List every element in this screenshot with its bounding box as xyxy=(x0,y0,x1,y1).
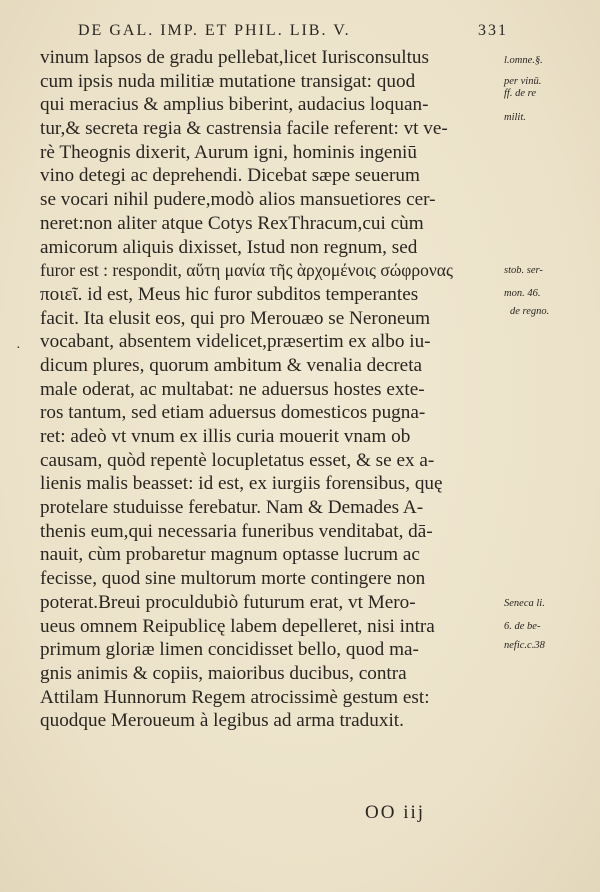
margin-note: stob. ser- xyxy=(504,265,543,276)
text-line: furor est : respondit, αὕτη μανία τῆς ὰρχομένοις σώφρονας xyxy=(40,260,453,281)
text-line: ueus omnem Reipublicę labem depelleret, nisi intra xyxy=(40,615,435,637)
text-line: se vocari nihil pudere,modò alios mansuetiores cer- xyxy=(40,189,436,211)
text-line: amicorum aliquis dixisset, Istud non regnum, sed xyxy=(40,236,418,258)
text-line: tur,& secreta regia & castrensia facile referent: vt ve- xyxy=(40,118,448,140)
margin-note: 6. de be- xyxy=(504,621,541,632)
text-line: dicum plures, quorum ambitum & venalia decreta xyxy=(40,354,423,376)
running-title: DE GAL. IMP. ET PHIL. LIB. V. xyxy=(78,22,351,39)
signature-mark: OO iij xyxy=(365,802,426,823)
text-line: causam, quòd repentè locupletatus esset, & se ex a- xyxy=(40,449,435,471)
text-line: gnis animis & copiis, maioribus ducibus, contra xyxy=(40,662,407,684)
margin-dot-mark: · xyxy=(16,341,21,356)
text-line: vino detegi ac deprehendi. Dicebat sæpe seuerum xyxy=(40,165,420,187)
text-line: rè Theognis dixerit, Aurum igni, hominis ingeniū xyxy=(40,141,417,163)
text-line: thenis eum,qui necessaria funeribus venditabat, dā- xyxy=(40,520,433,542)
text-line: ret: adeò vt vnum ex illis curia mouerit vnam ob xyxy=(40,426,411,447)
text-line: male oderat, ac multabat: ne aduersus hostes exte- xyxy=(40,378,425,400)
margin-note: ff. de re xyxy=(504,88,536,99)
text-line: vocabant, absentem videlicet,præsertim ex albo iu- xyxy=(40,331,431,353)
body-text xyxy=(40,46,502,733)
text-line: qui meracius & amplius biberint, audacius loquan- xyxy=(40,94,429,116)
text-line: protelare studuisse ferebatur. Nam & Demades A- xyxy=(40,497,424,519)
text-line: facit. Ita elusit eos, qui pro Merouæo se Neroneum xyxy=(40,307,431,329)
margin-note: mon. 46. xyxy=(504,288,541,299)
text-line: poterat.Breui proculdubiò futurum erat, vt Mero- xyxy=(40,591,416,613)
text-line: quodque Meroueum à legibus ad arma traduxit. xyxy=(40,710,404,732)
text-line: fecisse, quod sine multorum morte contingere non xyxy=(40,568,426,590)
margin-note: nefic.c.38 xyxy=(504,640,545,651)
text-line: ros tantum, sed etiam aduersus domesticos pugna- xyxy=(40,402,426,424)
margin-note: l.omne.§. xyxy=(504,55,543,66)
text-line: cum ipsis nuda militiæ mutatione transigat: quod xyxy=(40,70,416,92)
text-line: lienis malis beasset: id est, ex iurgiis forensibus, quę xyxy=(40,473,443,495)
margin-note: per vinū. xyxy=(504,76,542,87)
margin-note: milit. xyxy=(504,112,526,123)
page-number: 331 xyxy=(478,22,508,39)
text-line: Attilam Hunnorum Regem atrocissimè gestum est: xyxy=(40,686,430,708)
text-line: primum gloriæ limen concidisset bello, quod ma- xyxy=(40,639,419,661)
margin-note: de regno. xyxy=(510,306,550,317)
text-line: neret:non aliter atque Cotys RexThracum,cui cùm xyxy=(40,212,424,234)
text-line: ποιεῖ. id est, Meus hic furor subditos temperantes xyxy=(40,283,419,305)
margin-note: Seneca li. xyxy=(504,598,545,609)
text-line: vinum lapsos de gradu pellebat,licet Iurisconsultus xyxy=(40,47,429,68)
text-line: nauit, cùm probaretur magnum optasse lucrum ac xyxy=(40,544,420,566)
